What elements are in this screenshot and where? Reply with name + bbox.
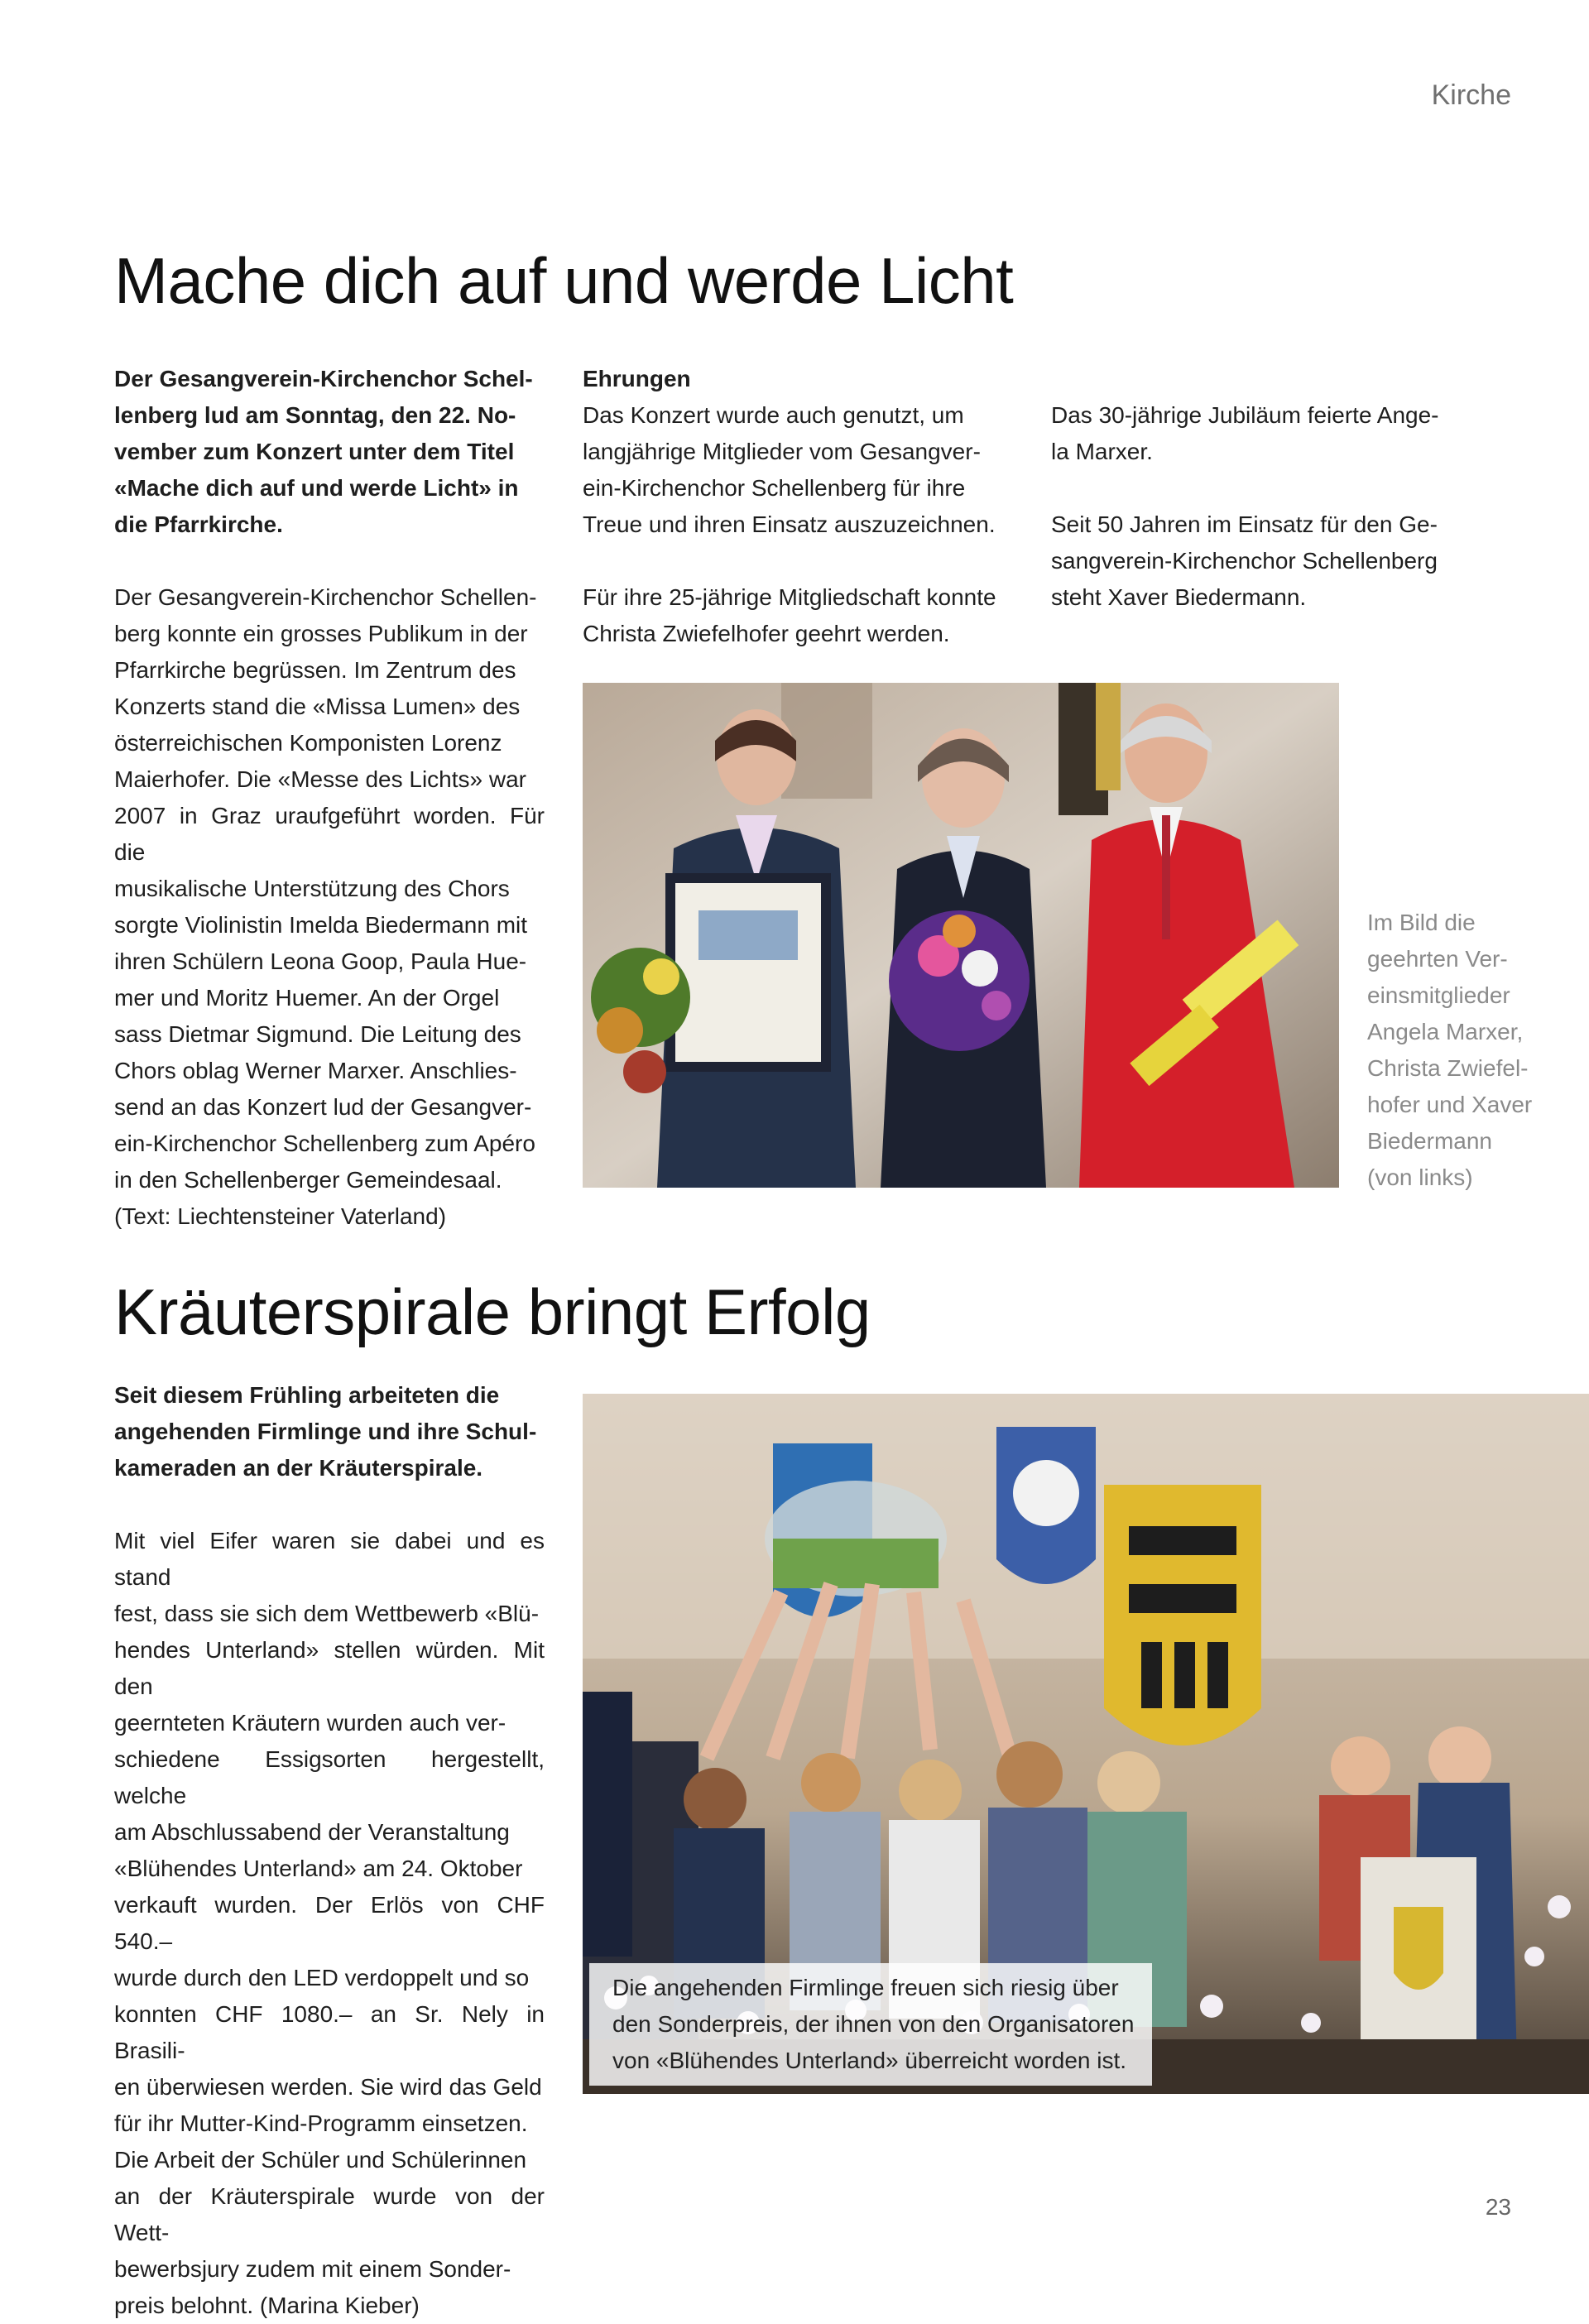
text-line: Seit 50 Jahren im Einsatz für den Ge- [1051,511,1438,537]
text-line: lenberg lud am Sonntag, den 22. No- [114,402,516,428]
article1-col3-paragraph-1 [1051,397,1486,470]
text-line: Das 30-jährige Jubiläum feierte Ange- [1051,402,1439,428]
text-line: «Blühendes Unterland» am 24. Oktober [114,1856,523,1881]
text-line: von «Blühendes Unterland» überreicht worden ist. [612,2048,1127,2073]
firmlinge-photo-caption [589,1963,1152,2086]
article2-title: Kräuterspirale bringt Erfolg [114,1275,871,1348]
article1-column-2 [583,361,1013,652]
text-line: in den Schellenberger Gemeindesaal. [114,1167,502,1193]
article1-title: Mache dich auf und werde Licht [114,244,1014,317]
honorees-photo-caption [1367,905,1566,1196]
text-line: Die Arbeit der Schüler und Schülerinnen [114,2147,527,2173]
text-line: verkauft wurden. Der Erlös von CHF 540.– [114,1892,545,1954]
text-line: hofer und Xaver [1367,1092,1533,1117]
text-line: geehrten Ver- [1367,946,1508,972]
text-line: Mit viel Eifer waren sie dabei und es stand [114,1528,545,1590]
text-line: hendes Unterland» stellen würden. Mit den [114,1637,545,1699]
text-line: Konzerts stand die «Missa Lumen» des [114,694,521,719]
text-line: Im Bild die [1367,910,1476,935]
text-line: angehenden Firmlinge und ihre Schul- [114,1419,537,1444]
text-line: Der Gesangverein-Kirchenchor Schellen- [114,584,537,610]
text-line: «Mache dich auf und werde Licht» in [114,475,519,501]
article2-column-1 [114,1377,545,2324]
text-line: am Abschlussabend der Veranstaltung [114,1819,510,1845]
text-line: fest, dass sie sich dem Wettbewerb «Blü- [114,1601,540,1626]
text-line: bewerbsjury zudem mit einem Sonder- [114,2256,511,2282]
article1-col2-paragraph-2 [583,579,1013,652]
text-line: musikalische Unterstützung des Chors [114,876,510,901]
article1-lead [114,361,545,543]
text-line: steht Xaver Biedermann. [1051,584,1307,610]
page-number: 23 [1485,2194,1511,2220]
text-line: Das Konzert wurde auch genutzt, um [583,402,964,428]
text-line: wurde durch den LED verdoppelt und so [114,1965,530,1990]
text-line: send an das Konzert lud der Gesangver- [114,1094,532,1120]
text-line: schiedene Essigsorten hergestellt, welche [114,1746,545,1808]
text-line: berg konnte ein grosses Publikum in der [114,621,528,646]
text-line: Christa Zwiefelhofer geehrt werden. [583,621,950,646]
text-line: ihren Schülern Leona Goop, Paula Hue- [114,948,527,974]
text-line: Angela Marxer, [1367,1019,1524,1044]
text-line: sorgte Violinistin Imelda Biedermann mit [114,912,528,938]
text-line: an der Kräuterspirale wurde von der Wett- [114,2183,545,2245]
text-line: österreichischen Komponisten Lorenz [114,730,502,756]
article2-body [114,1523,545,2324]
section-label: Kirche [1431,79,1511,111]
article2-lead [114,1377,545,1486]
text-line: Maierhofer. Die «Messe des Lichts» war [114,766,526,792]
text-line: sangverein-Kirchenchor Schellenberg [1051,548,1438,574]
text-line: geernteten Kräutern wurden auch ver- [114,1710,506,1736]
text-line: preis belohnt. (Marina Kieber) [114,2293,420,2318]
text-line: (Text: Liechtensteiner Vaterland) [114,1203,447,1229]
text-line: Seit diesem Frühling arbeiteten die [114,1382,500,1408]
text-line: la Marxer. [1051,439,1153,464]
text-line: mer und Moritz Huemer. An der Orgel [114,985,500,1011]
text-line: Biedermann [1367,1128,1492,1154]
text-line: en überwiesen werden. Sie wird das Geld [114,2074,542,2100]
text-line: ein-Kirchenchor Schellenberg zum Apéro [114,1131,535,1156]
text-line: einsmitglieder [1367,982,1510,1008]
article1-col2-paragraph-1 [583,397,1013,543]
text-line: vember zum Konzert unter dem Titel [114,439,515,464]
text-line: (von links) [1367,1164,1473,1190]
text-line: Pfarrkirche begrüssen. Im Zentrum des [114,657,516,683]
text-line: Treue und ihren Einsatz auszuzeichnen. [583,511,996,537]
text-line: ein-Kirchenchor Schellenberg für ihre [583,475,966,501]
text-line: konnten CHF 1080.– an Sr. Nely in Brasili- [114,2001,545,2063]
text-line: 2007 in Graz uraufgeführt worden. Für die [114,803,545,865]
article1-col3-paragraph-2 [1051,507,1486,616]
text-line: sass Dietmar Sigmund. Die Leitung des [114,1021,521,1047]
text-line: langjährige Mitglieder vom Gesangver- [583,439,981,464]
text-line: Der Gesangverein-Kirchenchor Schel- [114,366,533,391]
text-line: für ihr Mutter-Kind-Programm einsetzen. [114,2110,528,2136]
article1-subheading: Ehrungen [583,366,691,391]
text-line: Chors oblag Werner Marxer. Anschlies- [114,1058,517,1083]
text-line: Für ihre 25-jährige Mitgliedschaft konnte [583,584,996,610]
firmlinge-photo [583,1394,1589,2094]
text-line: den Sonderpreis, der ihnen von den Organisatoren [612,2011,1135,2037]
text-line: Christa Zwiefel- [1367,1055,1529,1081]
text-line: Die angehenden Firmlinge freuen sich riesig über [612,1975,1119,2000]
article1-column-3 [1051,397,1486,616]
article1-body [114,579,545,1235]
article1-column-1 [114,361,545,1235]
text-line: die Pfarrkirche. [114,511,283,537]
text-line: kameraden an der Kräuterspirale. [114,1455,483,1481]
honorees-photo [583,683,1339,1188]
